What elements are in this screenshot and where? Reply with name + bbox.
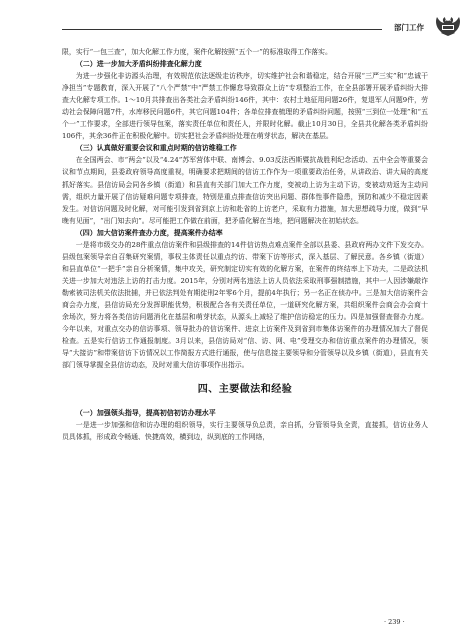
- body-paragraph: 限，实行“一包三查”，加大化解工作力度，案件化解按照“五个一”的标准取得工作落实。: [62, 48, 332, 56]
- body-paragraph: 一是进一步加强和信和访办理的组织领导，实行主要领导负总责，亲自抓，分管领导负全责，直接抓，信访业务人员具体抓，形成政令畅通、快捷高效，横到边，纵到底的工作网络，: [62, 421, 428, 442]
- page-number: · 239 ·: [384, 618, 405, 626]
- body-paragraph: 一是将市级交办的28件重点信访案件和县级排查的14件信访热点难点案件全部以县委、县政府两办文件下发交办。县级包案领导亲自召集研究案情，事权主体责任以重点约访、带案下访等形式，深入基层、了解民意。各乡镇（街道）和县直单位“一把手”亲自分析案情，集中攻关，研究制定切实有效的化解方案，在案件的终结率上下功夫，二是政法机关进一步加大对违法上访的打击力度。2015年，分别对两名违法上访人员依法采取刑事强制措施，其中一人因涉嫌敲诈勒索被司法机关依法批捕，并已依法判处有期徒刑2年零6个月，提前4年执行；另一名正在侦办中。三是加大信访案件会商会办力度，县信访局充分发挥职能优势，积极配合各有关责任单位，一道研究化解方案，共组织案件会商会办会商十余场次，努力将各类信访问题消化在基层和萌芽状态，从源头上减轻了维护信访稳定的压力。四是加强督查督办力度。今年以来，对重点交办的信访事项、领导批办的信访案件、进京上访案件及到省到市集体访案件的办理情况加大了督促检查。五是实行信访工作通报制度。3月以来，县信访局对“信、访、网、电”受理交办和信访重点案件的办理情况，领导“大接访”和带案信访下访情况以工作简报方式进行通报，使与信息接主要领导和分管领导以及乡镇（街道），县直有关部门领导掌握全县信访动态，及时对重大信访事项作出指示。: [62, 240, 428, 370]
- subsection-heading: （三）认真做好重要会议和重点时期的信访维稳工作: [75, 144, 237, 153]
- subsection-heading: （二）进一步加大矛盾纠纷排查化解力度: [75, 60, 202, 69]
- national-emblem-icon: [434, 11, 462, 37]
- section-title: 四、主要做法和经验: [197, 384, 293, 396]
- header-rule: [62, 29, 382, 30]
- body-paragraph: 为进一步强化非访源头治理，有效规范依法逐级走访秩序，切实维护社会和谐稳定，结合开展“三严三实”和“忠诚干净担当”专题教育，深入开展了“八个严禁”中“严禁工作懈怠导致群众上访”专项整治工作，在全县部署开展矛盾纠纷大排查大化解专项工作。1～10月共排查出各类社会矛盾纠纷146件，其中：农村土地征用问题26件，复退军人问题9件，劳动社会保障问题7件，水库移民问题6件，其它问题104件；各单位排查梳理的矛盾纠纷问题，按照“三到位一处理”和“五个一”工作要求，全部进行领导包案，落实责任单位和责任人，并限时化解。截止10月30日，全县共化解各类矛盾纠纷106件，其余36件正在积极化解中。切实把社会矛盾纠纷处理在萌芽状态，解决在基层。: [62, 72, 428, 141]
- body-paragraph: 在全国两会、市“两会”以及“4.24”苏军营体中联、南博会、9.03反法西斯暨抗战胜利纪念活动、五中全会等重要会议和节点期间，县委政府领导高度重视，明确要求把期间的信访工作作为一项重要政治任务，从讲政治、讲大局的高度抓好落实。县信访局会同各乡镇（街道）和县直有关部门加大工作力度，变被动上访为主动下访，变被动劝返为主动问需，组织力量开展了信访疑难问题专项排查，特别是重点排查信访突出问题、群体性事件隐患，预防和减少不稳定因素发生。对信访问题及时化解，对可能引发到省到京上访和赴省的上访老户，采取有力措施，加大思想疏导力度，做到“早晚有见面”，“出门知去向”。尽可能把工作做在前面，把矛盾化解在当地，把问题解决在初始状态。: [62, 156, 428, 225]
- header-section-label: 部门工作: [394, 23, 424, 32]
- page-body: [62, 46, 428, 443]
- running-header: [62, 13, 458, 37]
- subsection-heading: （四）加大信访案件查办力度，提高案件办结率: [75, 228, 223, 237]
- subsection-heading: （一）加强领头指导，提高初信初访办理水平: [75, 409, 216, 418]
